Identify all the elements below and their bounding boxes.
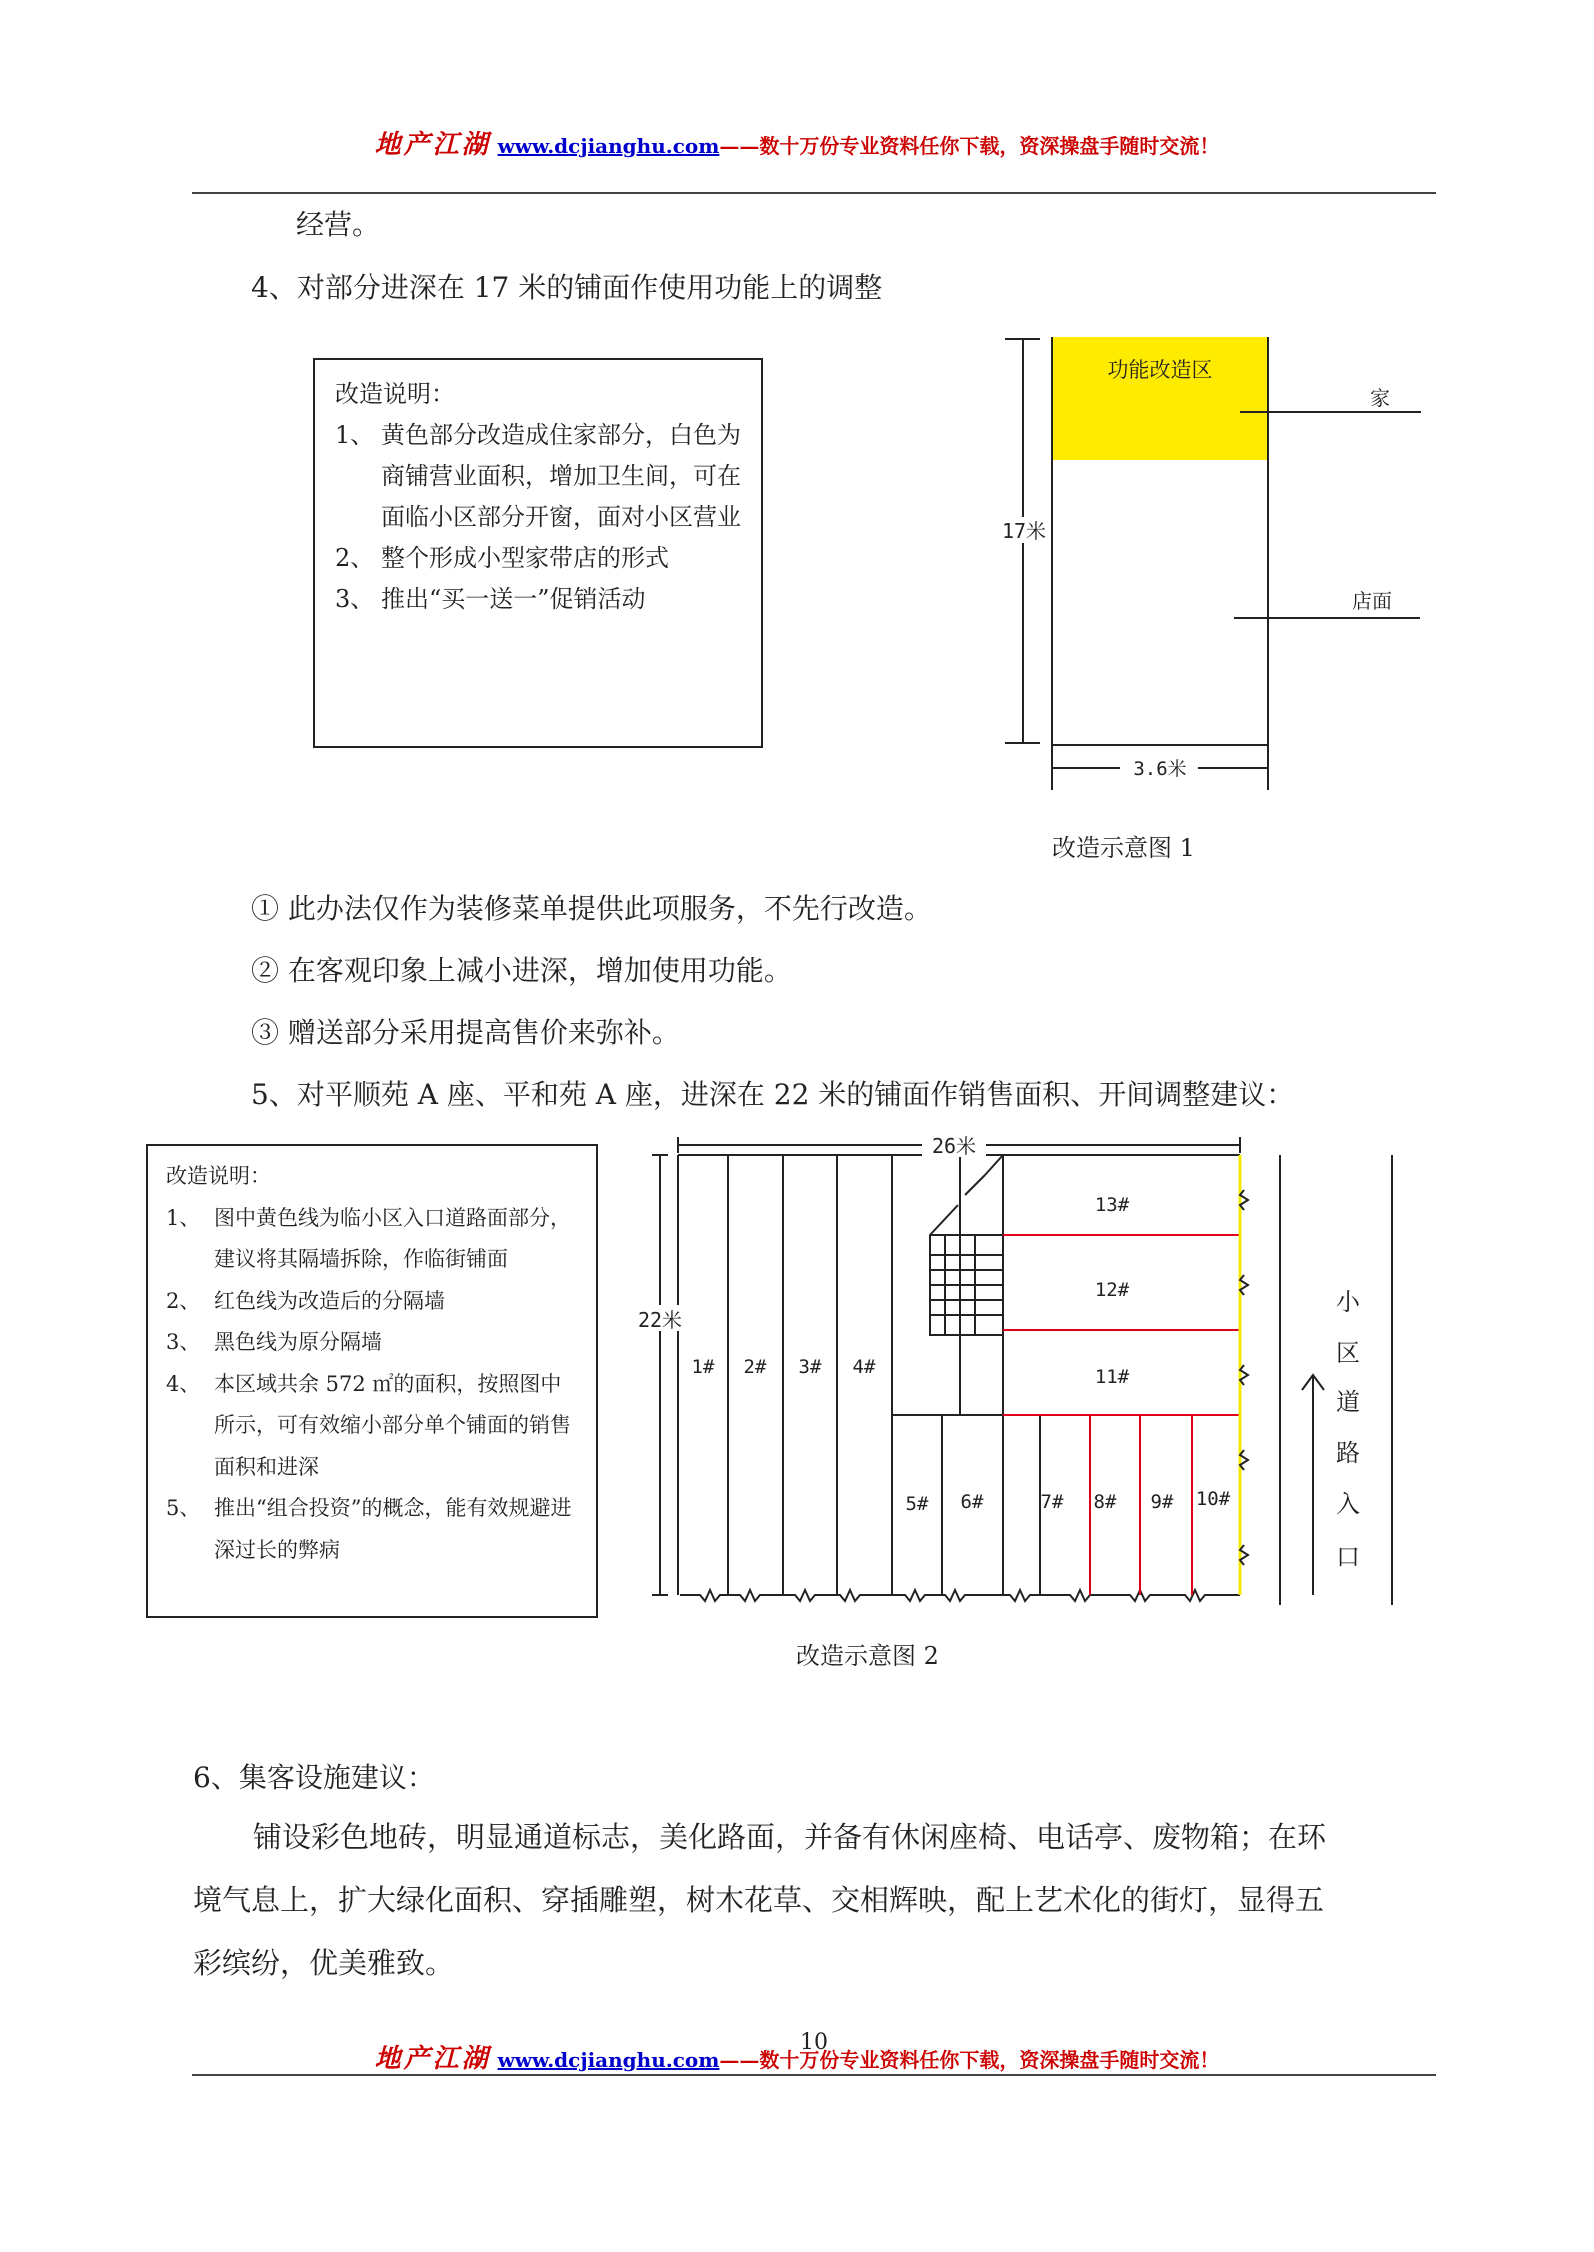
box1-title: 改造说明：	[335, 380, 455, 408]
unit-label: 10#	[1195, 1488, 1231, 1510]
home-label: 家	[1370, 386, 1390, 410]
item-text: 黄色部分改造成住家部分，白色为商铺营业面积，增加卫生间，可在面临小区部分开窗，面对小区营业	[381, 421, 741, 531]
page-footer	[0, 2038, 1594, 2075]
box1-item	[335, 538, 741, 579]
section5-heading: 5、对平顺苑 A 座、平和苑 A 座，进深在 22 米的铺面作销售面积、开间调整建议：	[251, 1078, 1295, 1111]
width-3-6m-label: 3.6米	[1133, 758, 1187, 780]
box1-item	[335, 415, 741, 538]
header-url-link[interactable]: www.dcjianghu.com	[497, 134, 720, 158]
section4-heading: 4、对部分进深在 17 米的铺面作使用功能上的调整	[251, 271, 883, 304]
item-text: 红色线为改造后的分隔墙	[214, 1288, 445, 1313]
item-text: 本区域共余 572 ㎡的面积，按照图中所示，可有效缩小部分单个铺面的销售面积和进深	[214, 1371, 571, 1479]
item-text: 黑色线为原分隔墙	[214, 1330, 382, 1354]
unit-label: 3#	[798, 1356, 822, 1378]
road-label-char: 小	[1336, 1288, 1360, 1316]
unit-label: 13#	[1094, 1194, 1130, 1216]
section6-paragraph	[193, 1806, 1443, 1995]
item-number: 2、	[166, 1288, 201, 1313]
box2-item	[166, 1198, 582, 1281]
box2-item	[166, 1322, 582, 1364]
road-label-char: 入	[1336, 1490, 1360, 1518]
box2-title: 改造说明：	[166, 1164, 271, 1188]
footer-slogan: ——数十万份专业资料任你下载，资深操盘手随时交流！	[719, 2048, 1220, 2072]
item-number: 5、	[166, 1496, 201, 1520]
box2-item	[166, 1488, 582, 1571]
item-text: 推出“买一送一”促销活动	[381, 585, 646, 613]
item-text: 图中黄色线为临小区入口道路面部分，建议将其隔墙拆除，作临街铺面	[214, 1205, 571, 1271]
unit-label: 11#	[1094, 1366, 1130, 1388]
unit-label: 9#	[1150, 1491, 1174, 1513]
remodel-diagram-2	[600, 1125, 1440, 1615]
note-2: ② 在客观印象上减小进深，增加使用功能。	[251, 954, 792, 987]
footer-brand: 地产江湖	[374, 2044, 491, 2074]
unit-label: 4#	[852, 1356, 876, 1378]
road-label-char: 路	[1336, 1439, 1360, 1467]
box1-item	[335, 579, 741, 620]
item-text: 推出“组合投资”的概念，能有效规避进深过长的弊病	[214, 1496, 572, 1562]
box2-item	[166, 1364, 582, 1489]
unit-label: 6#	[960, 1491, 984, 1513]
header-slogan: ——数十万份专业资料任你下载，资深操盘手随时交流！	[719, 134, 1220, 158]
continuation-text: 经营。	[296, 208, 381, 241]
item-number: 4、	[166, 1371, 201, 1396]
section6-heading: 6、集客设施建议：	[193, 1761, 435, 1794]
function-zone-label: 功能改造区	[1107, 358, 1213, 382]
diagram2-caption: 改造示意图 2	[796, 1642, 939, 1670]
header-rule	[192, 192, 1436, 194]
item-number: 1、	[335, 421, 375, 449]
unit-label: 1#	[691, 1356, 715, 1378]
road-label-char: 区	[1336, 1339, 1360, 1367]
paragraph-line: 境气息上，扩大绿化面积、穿插雕塑，树木花草、交相辉映，配上艺术化的街灯，显得五	[193, 1883, 1325, 1917]
paragraph-line: 铺设彩色地砖，明显通道标志，美化路面，并备有休闲座椅、电话亭、废物箱；在环	[253, 1820, 1327, 1854]
item-text: 整个形成小型家带店的形式	[381, 544, 669, 572]
unit-label: 5#	[905, 1493, 929, 1515]
road-label-char: 口	[1336, 1543, 1360, 1571]
page-header	[0, 124, 1594, 161]
remodel-notes-box-2	[146, 1144, 598, 1618]
item-number: 3、	[166, 1330, 201, 1354]
unit-label: 12#	[1094, 1279, 1130, 1301]
remodel-diagram-1	[980, 325, 1440, 795]
unit-label: 2#	[743, 1356, 767, 1378]
page-number: 10	[800, 2030, 828, 2055]
item-number: 3、	[335, 585, 375, 613]
unit-label: 7#	[1040, 1491, 1064, 1513]
item-number: 2、	[335, 544, 375, 572]
header-brand: 地产江湖	[374, 130, 491, 160]
item-number: 1、	[166, 1205, 201, 1230]
diagram1-caption: 改造示意图 1	[1052, 834, 1195, 862]
width-26m-label: 26米	[931, 1134, 977, 1158]
unit-label: 8#	[1093, 1491, 1117, 1513]
footer-rule	[192, 2074, 1436, 2076]
box2-item	[166, 1281, 582, 1323]
note-3: ③ 赠送部分采用提高售价来弥补。	[251, 1016, 680, 1049]
paragraph-line: 彩缤纷，优美雅致。	[193, 1946, 455, 1980]
shop-front-label: 店面	[1352, 589, 1392, 613]
depth-22m-label: 22米	[637, 1308, 683, 1332]
footer-url-link[interactable]: www.dcjianghu.com	[497, 2048, 720, 2072]
note-1: ① 此办法仅作为装修菜单提供此项服务，不先行改造。	[251, 892, 932, 925]
function-zone-highlight	[1052, 337, 1268, 460]
remodel-notes-box-1	[313, 358, 763, 748]
depth-17m-label: 17米	[1001, 519, 1047, 543]
road-label-char: 道	[1336, 1388, 1360, 1416]
